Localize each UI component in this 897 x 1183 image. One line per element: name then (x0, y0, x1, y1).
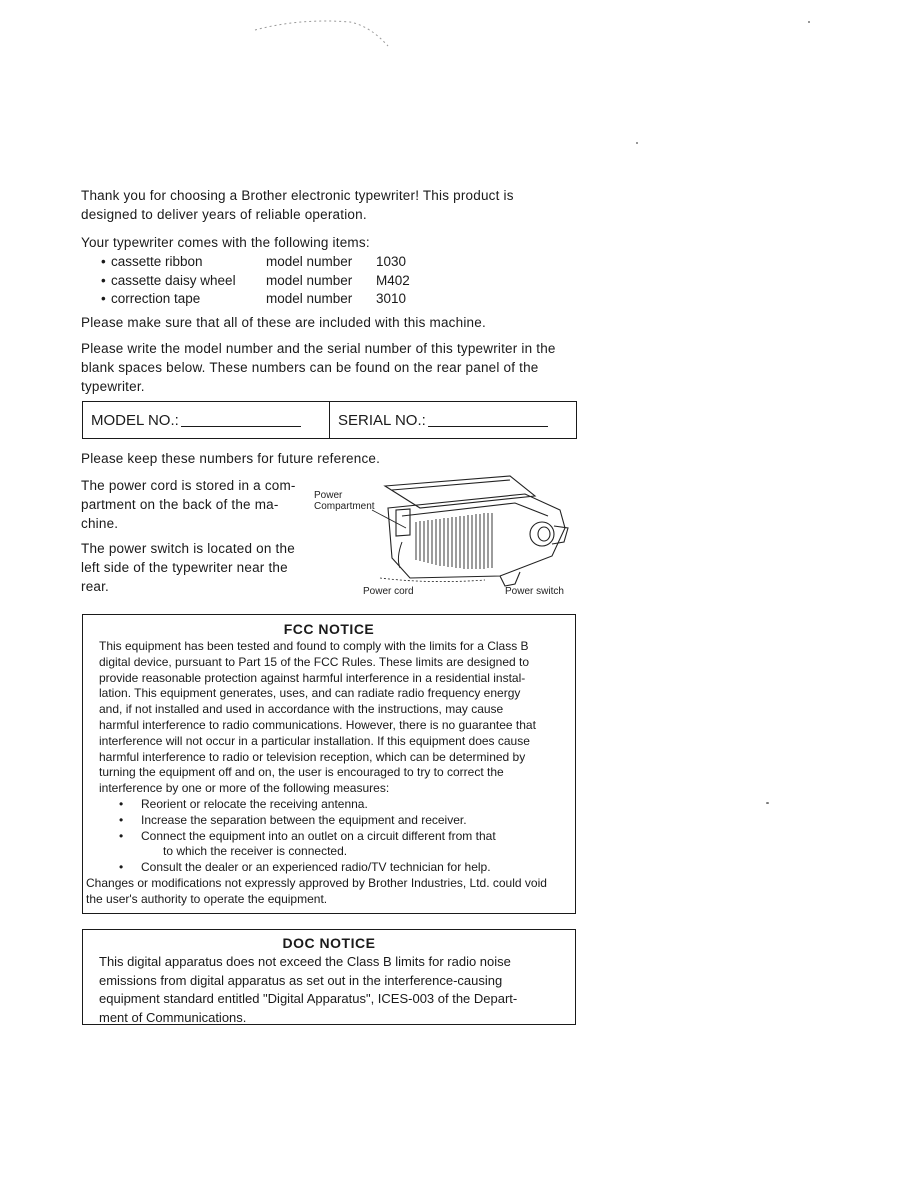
list-item: • Connect the equipment into an outlet on a circuit different from that to which the receiver is connected. (119, 828, 496, 859)
list-item: • correction tape model number 3010 (101, 291, 407, 306)
check-note: Please make sure that all of these are included with this machine. (81, 315, 486, 330)
power-switch-paragraph: The power switch is located on the left side of the typewriter near the rear. (81, 541, 295, 594)
list-item: • cassette ribbon model number 1030 (101, 254, 407, 269)
list-item: • Increase the separation between the equipment and receiver. (119, 812, 467, 827)
typewriter-drawing (310, 468, 580, 603)
doc-notice-box (82, 929, 576, 1025)
doc-notice-body: This digital apparatus does not exceed the Class B limits for radio noise emissions from digital apparatus as set out in the interference-causing equipment standard entitled "Digital Apparatus", ICES-003 of the Depart- ment of Communications. (99, 954, 518, 1025)
fcc-notice-title: FCC NOTICE (283, 621, 375, 637)
power-cord-label: Power cord (363, 586, 414, 597)
items-intro: Your typewriter comes with the following items: (81, 235, 370, 250)
keep-note: Please keep these numbers for future reference. (81, 451, 381, 466)
scan-smudge (240, 10, 400, 55)
fcc-notice-body: This equipment has been tested and found to comply with the limits for a Class B digital device, pursuant to Part 15 of the FCC Rules. These limits are designed to provide reasonable protection against harmful interference in a residential instal- lation. This equipment generates, uses, and can radiate radio frequency energy and, if not installed and used in accordance with the instructions, may cause harmful interference to radio communications. However, there is no guarantee that interference will not occur in a particular installation. If this equipment does cause harmful interference to radio or television reception, which can be determined by turning the equipment off and on, the user is encouraged to try to correct the interference by one or more of the following measures: (99, 639, 536, 796)
typewriter-rear-illustration (310, 468, 580, 603)
fcc-notice-box (82, 614, 576, 914)
intro-paragraph: Thank you for choosing a Brother electronic typewriter! This product is designed to deliver years of reliable operation. (81, 188, 514, 222)
serial-instructions: Please write the model number and the serial number of this typewriter in the blank spaces below. These numbers can be found on the rear panel of the typewriter. (81, 341, 556, 394)
scan-speck (636, 142, 638, 144)
fcc-measures-list (83, 797, 575, 876)
serial-number-field: SERIAL NO.: (330, 402, 576, 438)
scan-speck (808, 21, 810, 23)
scan-speck (766, 802, 769, 804)
model-serial-box (82, 401, 577, 439)
list-item: • Reorient or relocate the receiving antenna. (119, 796, 368, 811)
compartment-label: Power Compartment (314, 490, 375, 512)
power-switch-label: Power switch (505, 586, 564, 597)
fcc-notice-footer: Changes or modifications not expressly approved by Brother Industries, Ltd. could void the user's authority to operate the equipment. (86, 875, 547, 906)
list-item: • Consult the dealer or an experienced radio/TV technician for help. (119, 860, 491, 875)
list-item: • cassette daisy wheel model number M402 (101, 273, 410, 288)
model-number-field: MODEL NO.: (83, 402, 330, 438)
doc-notice-title: DOC NOTICE (282, 935, 376, 951)
power-cord-paragraph: The power cord is stored in a com- partment on the back of the ma- chine. (81, 478, 296, 531)
